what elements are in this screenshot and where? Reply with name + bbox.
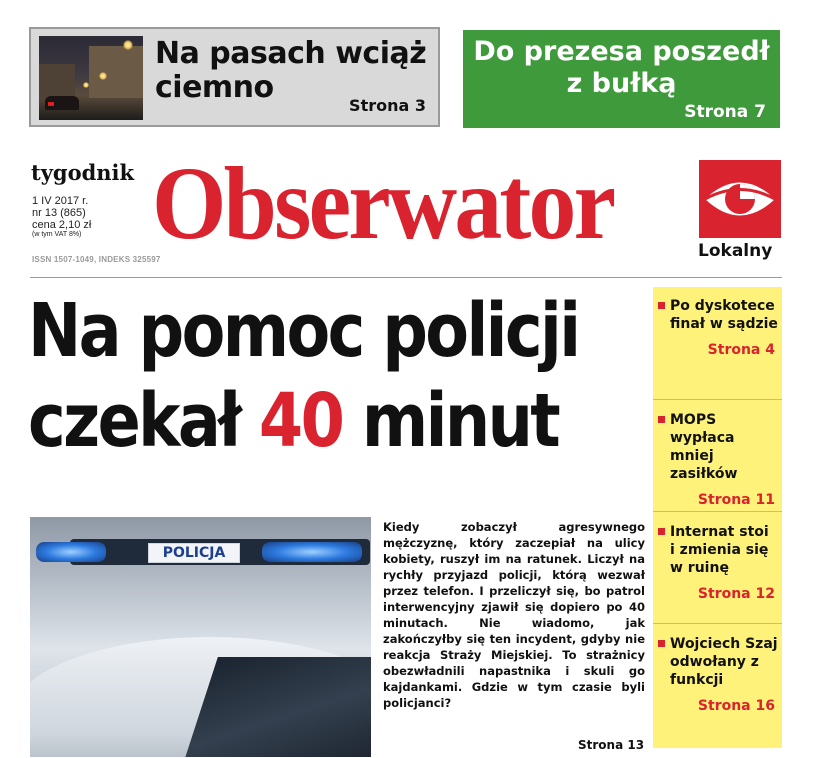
- masthead-title: Obserwator: [152, 146, 614, 261]
- issue-number: nr 13 (865): [32, 207, 86, 219]
- sidebar-item[interactable]: [653, 523, 782, 603]
- sidebar-item-title: Wojciech Szaj odwołany z funkcji: [670, 636, 778, 688]
- headline-line2-pre: czekał: [28, 378, 259, 464]
- teaser-right[interactable]: [463, 30, 780, 128]
- issn-index: ISSN 1507-1049, INDEKS 325597: [32, 255, 161, 264]
- square-bullet-icon: [658, 302, 665, 309]
- main-article-body: Kiedy zobaczył agresywnego mężczyznę, który zaczepiał na ulicy kobiety, ruszył im na ratunek. Liczył na rychły przyjazd policji, którą wezwał przez telefon. I przeliczył się, bo patrol interwencyjny zjawił się dopiero po 40 minutach. Nie wiadomo, jak zakończyłby się ten incydent, gdyby nie reakcja Straży Miejskiej. To strażnicy obezwładnili napastnika i skuli go kajdankami. Gdzie w tym czasie byli policjanci?: [383, 520, 645, 710]
- photo-police-sign: POLICJA: [148, 543, 240, 563]
- main-article-page-ref: Strona 13: [578, 738, 645, 752]
- sidebar-item-page-ref: Strona 4: [707, 342, 775, 358]
- teaser-left-headline: Na pasach wciąż ciemno: [155, 36, 427, 105]
- sidebar-item-page-ref: Strona 12: [697, 586, 775, 602]
- teaser-left-page-ref: Strona 3: [349, 96, 426, 115]
- sidebar-divider: [653, 399, 782, 400]
- masthead-label: tygodnik: [31, 160, 135, 185]
- headline-highlight: 40: [258, 378, 343, 464]
- eye-logo-icon: [699, 160, 781, 238]
- teaser-left[interactable]: [29, 27, 440, 127]
- teaser-photo-night-street: [39, 36, 143, 120]
- headline-line2-post: minut: [342, 378, 559, 464]
- sidebar-item[interactable]: [653, 411, 782, 509]
- square-bullet-icon: [658, 640, 665, 647]
- sidebar-item-page-ref: Strona 16: [697, 698, 775, 714]
- masthead-divider: [30, 277, 782, 278]
- sidebar-item-title: Internat stoi i zmienia się w ruinę: [670, 524, 769, 576]
- main-headline[interactable]: [28, 286, 579, 466]
- sidebar-item-page-ref: Strona 11: [697, 492, 775, 508]
- square-bullet-icon: [658, 528, 665, 535]
- issue-vat: (w tym VAT 8%): [32, 231, 82, 238]
- sidebar-divider: [653, 511, 782, 512]
- sidebar-item-title: Po dyskotece finał w sądzie: [670, 298, 778, 332]
- teaser-right-headline: Do prezesa poszedł z bułką: [473, 36, 770, 99]
- sidebar: [653, 287, 782, 748]
- issue-meta: [32, 195, 91, 239]
- sidebar-item[interactable]: [653, 635, 782, 715]
- square-bullet-icon: [658, 416, 665, 423]
- issue-date: 1 IV 2017 r.: [32, 195, 89, 207]
- sidebar-divider: [653, 623, 782, 624]
- main-photo-police-car: [30, 517, 371, 757]
- teaser-right-page-ref: Strona 7: [684, 102, 766, 122]
- sidebar-item-title: MOPS wypłaca mniej zasiłków: [670, 412, 738, 482]
- issue-price: cena 2,10 zł: [32, 219, 92, 231]
- sidebar-item[interactable]: [653, 297, 782, 359]
- main-headline-line1: Na pomoc policji: [28, 288, 579, 374]
- masthead-subtitle: Lokalny: [698, 241, 773, 261]
- main-headline-line2: [28, 376, 561, 466]
